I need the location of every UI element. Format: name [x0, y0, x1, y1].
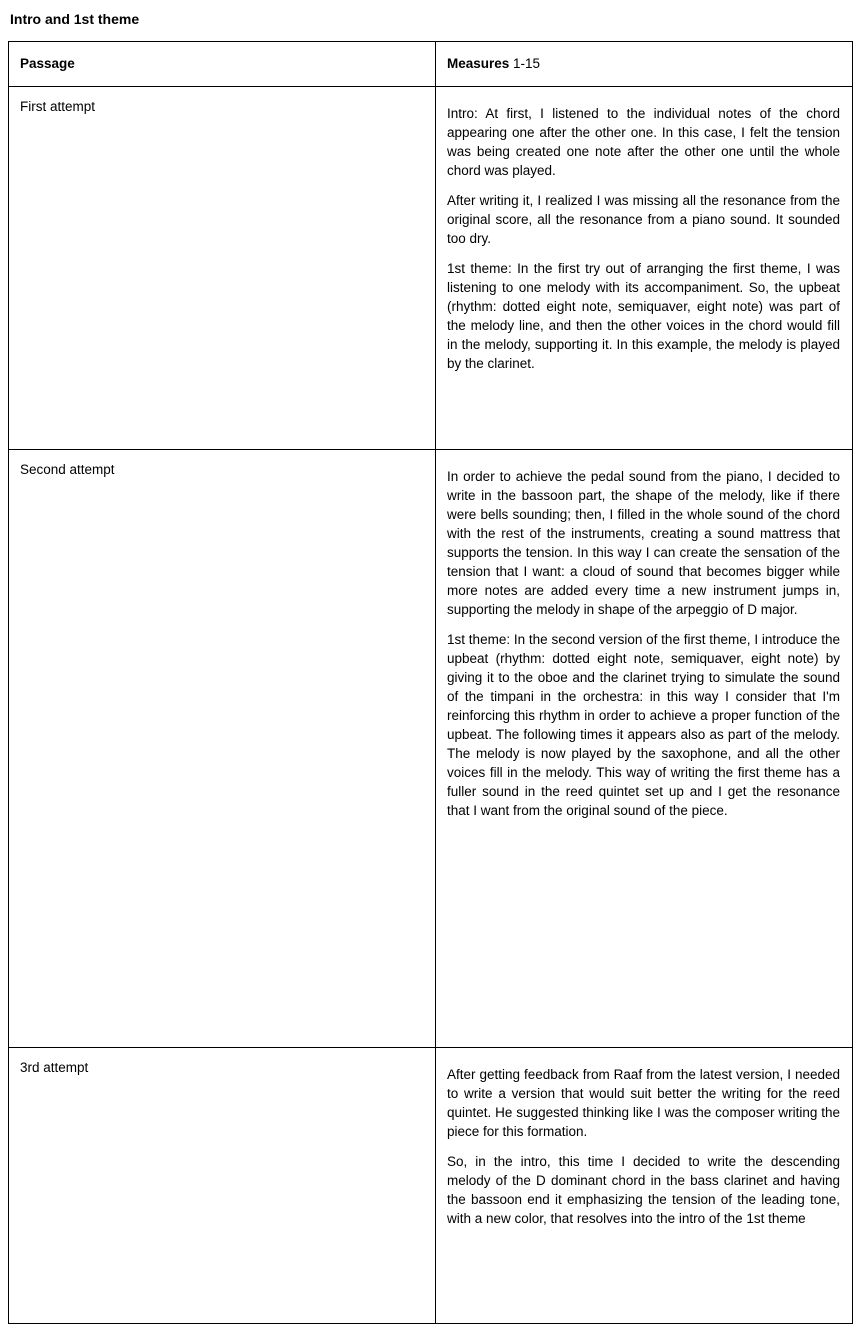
notes-paragraph: 1st theme: In the second version of the first theme, I introduce the upbeat (rhythm: dotted eight note, semiquaver, eight note) by giving it to the oboe and the clarinet trying to simulate the sound of the timpani in the orchestra: in this way I consider that I'm reinforcing this rhythm in order to achieve a proper function of the upbeat. The following times it appears also as part of the melody. The melody is now played by the saxophone, and all the other voices fill in the melody. This way of writing the first theme has a fuller sound in the reed quintet set up and I get the resonance that I want from the original sound of the piece. [447, 632, 840, 818]
passage-cell [9, 450, 436, 1048]
passage-label: 3rd attempt [20, 1060, 89, 1075]
table-row [9, 450, 853, 1048]
header-cell-measures [436, 42, 853, 87]
notes-cell [436, 450, 853, 1048]
measures-range-value: 1-15 [509, 56, 541, 71]
table-row [9, 1048, 853, 1324]
passage-label: Second attempt [20, 462, 115, 477]
notes-paragraph: After writing it, I realized I was missing all the resonance from the original score, all the resonance from a piano sound. It sounded too dry. [447, 193, 840, 246]
passage-label: First attempt [20, 99, 96, 114]
notes-cell [436, 1048, 853, 1324]
passage-column-header: Passage [20, 56, 75, 71]
notes-paragraph: So, in the intro, this time I decided to write the descending melody of the D dominant chord in the bass clarinet and having the bassoon end it emphasizing the tension of the leading tone, with a new color, that resolves into the intro of the 1st theme [447, 1154, 840, 1226]
measures-column-header: Measures [447, 56, 510, 71]
header-cell-passage [9, 42, 436, 87]
table-row [9, 87, 853, 450]
notes-cell [436, 87, 853, 450]
notes-paragraph: Intro: At first, I listened to the individual notes of the chord appearing one after the other one. In this case, I felt the tension was being created one note after the other one until the whole chord was played. [447, 106, 840, 178]
notes-paragraph: In order to achieve the pedal sound from the piano, I decided to write in the bassoon part, the shape of the melody, like if there were bells sounding; then, I filled in the whole sound of the chord with the rest of the instruments, creating a sound mattress that supports the tension. In this way I can create the sensation of the tension that I want: a cloud of sound that becomes bigger while more notes are added every time a new instrument jumps in, supporting the melody in shape of the arpeggio of D major. [447, 469, 840, 617]
passage-cell [9, 1048, 436, 1324]
passage-table [8, 41, 853, 1324]
table-header-row [9, 42, 853, 87]
section-title: Intro and 1st theme [10, 11, 140, 27]
passage-cell [9, 87, 436, 450]
notes-paragraph: After getting feedback from Raaf from the latest version, I needed to write a version that would suit better the writing for the reed quintet. He suggested thinking like I was the composer writing the piece for this formation. [447, 1067, 840, 1139]
notes-paragraph: 1st theme: In the first try out of arranging the first theme, I was listening to one melody with its accompaniment. So, the upbeat (rhythm: dotted eight note, semiquaver, eight note) was part of the melody line, and then the other voices in the chord would fill in the melody, supporting it. In this example, the melody is played by the clarinet. [447, 261, 840, 371]
